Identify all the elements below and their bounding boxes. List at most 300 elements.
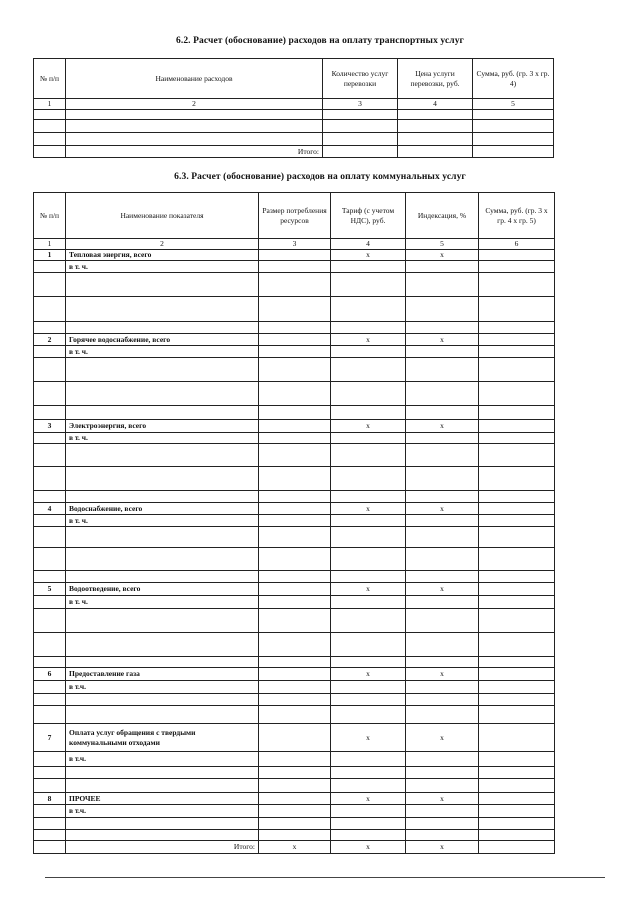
table-cell (259, 322, 331, 334)
table-cell (331, 322, 406, 334)
table-cell (34, 779, 66, 793)
table-cell (479, 420, 555, 433)
table-cell (331, 830, 406, 841)
table-cell (259, 444, 331, 467)
indexation-x-mark: х (406, 724, 479, 752)
table-cell (259, 250, 331, 261)
table-cell (34, 261, 66, 273)
table-cell (259, 694, 331, 706)
table-cell (479, 444, 555, 467)
table-cell (259, 657, 331, 668)
table-cell (34, 694, 66, 706)
table-cell (479, 382, 555, 406)
header-cell: Сумма, руб. (гр. 3 х гр. 4 х гр. 5) (479, 193, 555, 239)
table-cell (259, 358, 331, 382)
table-row (34, 609, 555, 633)
table-cell (66, 444, 259, 467)
table-cell (259, 273, 331, 297)
group-row (34, 668, 555, 681)
including-label: в т. ч. (66, 261, 259, 273)
row-number: 6 (34, 668, 66, 681)
table-cell (331, 297, 406, 322)
table-cell (259, 668, 331, 681)
table-cell (331, 818, 406, 830)
table-cell (479, 273, 555, 297)
table-cell (331, 346, 406, 358)
table-cell (66, 571, 259, 583)
table-cell (66, 273, 259, 297)
table-cell (406, 805, 479, 818)
table-cell (34, 444, 66, 467)
header-cell: Сумма, руб. (гр. 3 х гр. 4) (473, 59, 554, 99)
table-cell (34, 322, 66, 334)
table-cell (66, 491, 259, 503)
table-cell (66, 609, 259, 633)
column-number: 3 (259, 239, 331, 250)
table-cell (259, 491, 331, 503)
column-number-row (34, 99, 554, 110)
table-cell (406, 596, 479, 609)
row-number: 3 (34, 420, 66, 433)
table-cell (479, 515, 555, 527)
table-cell (259, 503, 331, 515)
table-cell (259, 724, 331, 752)
table-cell (406, 633, 479, 657)
table-cell (66, 830, 259, 841)
table-cell (259, 334, 331, 346)
table-cell (66, 779, 259, 793)
group-row (34, 724, 555, 752)
table-row (34, 633, 555, 657)
including-row (34, 346, 555, 358)
table-cell (479, 358, 555, 382)
including-label: в т.ч. (66, 752, 259, 767)
indicator-name: Водоотведение, всего (66, 583, 259, 596)
table-cell (259, 752, 331, 767)
table-cell (479, 261, 555, 273)
table-cell (259, 583, 331, 596)
row-number: 5 (34, 583, 66, 596)
table-row (34, 322, 555, 334)
page-bottom-rule (45, 877, 605, 878)
table-cell (406, 706, 479, 724)
table-cell (259, 382, 331, 406)
including-label: в т. ч. (66, 515, 259, 527)
table-row (34, 571, 555, 583)
total-x-mark: х (406, 841, 479, 854)
table-row (34, 657, 555, 668)
column-number: 1 (34, 99, 66, 110)
table-cell (259, 420, 331, 433)
header-cell: Размер потребления ресурсов (259, 193, 331, 239)
including-row (34, 752, 555, 767)
table-cell (479, 596, 555, 609)
row-number: 8 (34, 793, 66, 805)
table-cell (479, 694, 555, 706)
table-cell (331, 433, 406, 444)
table-cell (479, 250, 555, 261)
tariff-x-mark: х (331, 724, 406, 752)
table-row (34, 358, 555, 382)
table-cell (66, 657, 259, 668)
row-number: 4 (34, 503, 66, 515)
including-row (34, 433, 555, 444)
tariff-x-mark: х (331, 334, 406, 346)
table-cell (34, 527, 66, 548)
table-cell (34, 467, 66, 491)
transport-costs-table (33, 58, 554, 158)
table-cell (34, 633, 66, 657)
header-cell: Наименование расходов (66, 59, 323, 99)
header-cell: № п/п (34, 193, 66, 239)
indicator-name: Электроэнергия, всего (66, 420, 259, 433)
table-cell (479, 406, 555, 420)
row-number: 1 (34, 250, 66, 261)
table-cell (34, 681, 66, 694)
group-row (34, 503, 555, 515)
table-cell (331, 571, 406, 583)
table-cell (479, 805, 555, 818)
table-cell (331, 694, 406, 706)
table-cell (406, 467, 479, 491)
header-cell: № п/п (34, 59, 66, 99)
including-row (34, 596, 555, 609)
table-cell (331, 515, 406, 527)
including-label: в т.ч. (66, 681, 259, 694)
indicator-name: Оплата услуг обращения с твердыми коммунальными отходами (66, 724, 259, 752)
table-cell (331, 657, 406, 668)
table-cell (479, 297, 555, 322)
including-label: в т. ч. (66, 433, 259, 444)
table-cell (66, 467, 259, 491)
table-cell (66, 322, 259, 334)
indicator-name: ПРОЧЕЕ (66, 793, 259, 805)
total-row (34, 146, 554, 158)
table-cell (479, 571, 555, 583)
table-cell (331, 358, 406, 382)
header-cell: Количество услуг перевозки (323, 59, 398, 99)
indicator-name: Предоставление газа (66, 668, 259, 681)
header-cell: Цена услуги перевозки, руб. (398, 59, 473, 99)
table-cell (259, 571, 331, 583)
table-row (34, 120, 554, 133)
table-cell (34, 297, 66, 322)
table-cell (406, 261, 479, 273)
table-cell (406, 444, 479, 467)
indicator-name: Водоснабжение, всего (66, 503, 259, 515)
table-cell (66, 694, 259, 706)
table-cell (331, 444, 406, 467)
table-cell (331, 609, 406, 633)
table-cell (479, 503, 555, 515)
table-cell (479, 818, 555, 830)
table-cell (406, 830, 479, 841)
table-cell (259, 406, 331, 420)
table-cell (479, 433, 555, 444)
table-cell (259, 261, 331, 273)
table-cell (331, 467, 406, 491)
column-number: 5 (406, 239, 479, 250)
table-row (34, 273, 555, 297)
including-row (34, 681, 555, 694)
table-cell (34, 358, 66, 382)
table-cell (66, 358, 259, 382)
table-cell (259, 805, 331, 818)
table-row (34, 779, 555, 793)
table-row (34, 548, 555, 571)
header-cell: Тариф (с учетом НДС), руб. (331, 193, 406, 239)
table-cell (479, 657, 555, 668)
table-cell (34, 752, 66, 767)
table-cell (406, 694, 479, 706)
table-cell (259, 793, 331, 805)
row-number: 2 (34, 334, 66, 346)
table-row (34, 406, 555, 420)
table-cell (331, 548, 406, 571)
table-cell (66, 706, 259, 724)
table-cell (406, 297, 479, 322)
table-cell (331, 527, 406, 548)
table-cell (479, 724, 555, 752)
table-cell (479, 334, 555, 346)
table-cell (406, 527, 479, 548)
table-cell (479, 633, 555, 657)
table-cell (406, 273, 479, 297)
table-cell (259, 818, 331, 830)
total-label: Итого: (66, 146, 323, 158)
table-cell (406, 752, 479, 767)
table-cell (34, 706, 66, 724)
table-cell (259, 596, 331, 609)
table-cell (479, 668, 555, 681)
table-cell (479, 548, 555, 571)
table-cell (34, 515, 66, 527)
table-cell (331, 273, 406, 297)
tariff-x-mark: х (331, 793, 406, 805)
indexation-x-mark: х (406, 250, 479, 261)
column-number: 6 (479, 239, 555, 250)
tariff-x-mark: х (331, 503, 406, 515)
table-cell (34, 406, 66, 420)
table-cell (259, 706, 331, 724)
table-cell (66, 297, 259, 322)
table-cell (34, 657, 66, 668)
table-row (34, 818, 555, 830)
section-6-2-title: 6.2. Расчет (обоснование) расходов на оплату транспортных услуг (176, 36, 464, 46)
table-cell (479, 527, 555, 548)
tariff-x-mark: х (331, 668, 406, 681)
table-cell (331, 681, 406, 694)
table-cell (34, 571, 66, 583)
indicator-name: Тепловая энергия, всего (66, 250, 259, 261)
indicator-name: Горячее водоснабжение, всего (66, 334, 259, 346)
table-cell (479, 779, 555, 793)
group-row (34, 334, 555, 346)
utilities-costs-table (33, 192, 555, 854)
table-cell (406, 657, 479, 668)
table-row (34, 491, 555, 503)
table-cell (331, 767, 406, 779)
table-header-row (34, 193, 555, 239)
table-row (34, 527, 555, 548)
total-label: Итого: (66, 841, 259, 854)
table-row (34, 694, 555, 706)
table-cell (34, 805, 66, 818)
table-cell (479, 767, 555, 779)
table-cell (259, 297, 331, 322)
table-row (34, 110, 554, 120)
table-cell (259, 779, 331, 793)
table-cell (331, 491, 406, 503)
table-cell (406, 491, 479, 503)
table-row (34, 830, 555, 841)
table-cell (259, 767, 331, 779)
row-number: 7 (34, 724, 66, 752)
table-row (34, 133, 554, 146)
table-header-row (34, 59, 554, 99)
including-label: в т. ч. (66, 346, 259, 358)
table-cell (331, 596, 406, 609)
total-row (34, 841, 555, 854)
including-row (34, 805, 555, 818)
total-x-mark: х (331, 841, 406, 854)
table-cell (259, 830, 331, 841)
tariff-x-mark: х (331, 250, 406, 261)
tariff-x-mark: х (331, 420, 406, 433)
column-number: 4 (331, 239, 406, 250)
indexation-x-mark: х (406, 334, 479, 346)
table-cell (34, 346, 66, 358)
including-label: в т.ч. (66, 805, 259, 818)
table-cell (259, 527, 331, 548)
table-cell (406, 779, 479, 793)
group-row (34, 420, 555, 433)
table-row (34, 467, 555, 491)
header-cell: Наименование показателя (66, 193, 259, 239)
group-row (34, 583, 555, 596)
table-cell (66, 633, 259, 657)
table-cell (331, 633, 406, 657)
indexation-x-mark: х (406, 420, 479, 433)
table-row (34, 444, 555, 467)
table-cell (479, 346, 555, 358)
group-row (34, 250, 555, 261)
column-number: 5 (473, 99, 554, 110)
table-cell (34, 609, 66, 633)
table-cell (406, 767, 479, 779)
column-number: 2 (66, 239, 259, 250)
table-cell (479, 583, 555, 596)
table-cell (331, 261, 406, 273)
column-number: 4 (398, 99, 473, 110)
table-cell (479, 491, 555, 503)
table-cell (406, 346, 479, 358)
table-cell (406, 609, 479, 633)
table-cell (34, 767, 66, 779)
table-cell (406, 322, 479, 334)
table-cell (479, 681, 555, 694)
total-x-mark: х (259, 841, 331, 854)
table-cell (406, 358, 479, 382)
header-cell: Индексация, % (406, 193, 479, 239)
table-cell (479, 706, 555, 724)
table-cell (259, 681, 331, 694)
table-cell (331, 406, 406, 420)
table-cell (331, 706, 406, 724)
column-number: 3 (323, 99, 398, 110)
table-cell (34, 830, 66, 841)
table-cell (66, 406, 259, 420)
including-row (34, 515, 555, 527)
table-cell (34, 382, 66, 406)
group-row (34, 793, 555, 805)
table-cell (406, 406, 479, 420)
column-number: 2 (66, 99, 323, 110)
table-cell (331, 805, 406, 818)
table-cell (406, 818, 479, 830)
indexation-x-mark: х (406, 793, 479, 805)
table-row (34, 706, 555, 724)
indexation-x-mark: х (406, 583, 479, 596)
table-cell (66, 767, 259, 779)
including-row (34, 261, 555, 273)
column-number: 1 (34, 239, 66, 250)
table-cell (66, 548, 259, 571)
table-cell (34, 548, 66, 571)
table-cell (406, 571, 479, 583)
table-cell (479, 830, 555, 841)
table-cell (479, 609, 555, 633)
table-cell (259, 548, 331, 571)
indexation-x-mark: х (406, 668, 479, 681)
table-cell (259, 467, 331, 491)
table-cell (406, 433, 479, 444)
indexation-x-mark: х (406, 503, 479, 515)
table-cell (331, 382, 406, 406)
table-cell (331, 752, 406, 767)
table-cell (331, 779, 406, 793)
table-cell (406, 681, 479, 694)
table-cell (259, 609, 331, 633)
table-cell (259, 633, 331, 657)
table-cell (479, 752, 555, 767)
including-label: в т. ч. (66, 596, 259, 609)
table-row (34, 382, 555, 406)
table-cell (406, 548, 479, 571)
table-cell (259, 346, 331, 358)
table-cell (259, 433, 331, 444)
table-cell (34, 273, 66, 297)
table-cell (34, 491, 66, 503)
table-cell (34, 433, 66, 444)
table-cell (479, 467, 555, 491)
table-cell (479, 322, 555, 334)
table-cell (259, 515, 331, 527)
tariff-x-mark: х (331, 583, 406, 596)
table-cell (66, 527, 259, 548)
column-number-row (34, 239, 555, 250)
table-cell (406, 515, 479, 527)
table-row (34, 767, 555, 779)
table-cell (406, 382, 479, 406)
section-6-3-title: 6.3. Расчет (обоснование) расходов на оплату коммунальных услуг (174, 172, 466, 182)
table-row (34, 297, 555, 322)
table-cell (66, 382, 259, 406)
table-cell (34, 818, 66, 830)
table-cell (34, 596, 66, 609)
table-cell (479, 793, 555, 805)
table-cell (66, 818, 259, 830)
